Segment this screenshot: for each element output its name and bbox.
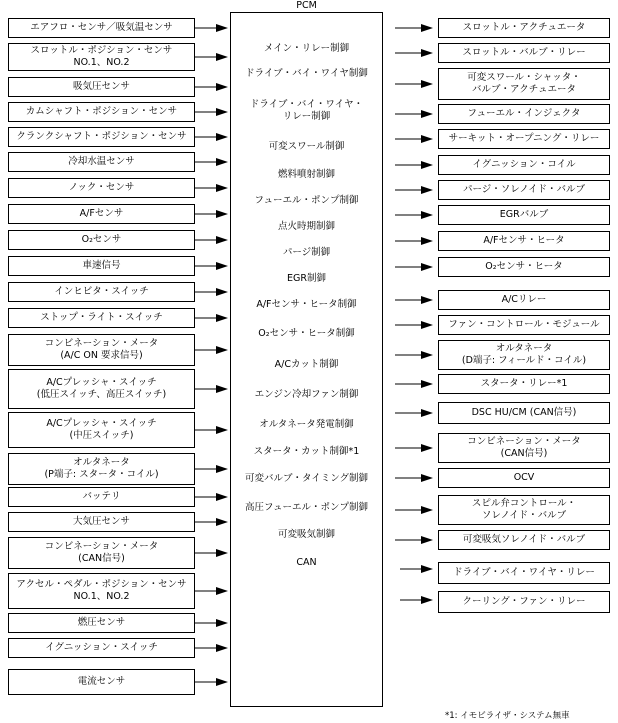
output-box: スロットル・バルブ・リレー [438, 43, 610, 63]
input-arrow-head-21 [216, 644, 228, 652]
pcm-function-label: A/Cカット制御 [274, 359, 339, 370]
pcm-function-label: 高圧フューエル・ポンプ制御 [244, 502, 369, 513]
output-arrow-head-4 [421, 135, 433, 143]
output-arrow-head-12 [421, 351, 433, 359]
input-box: O₂センサ [8, 230, 195, 250]
input-arrow-head-4 [216, 133, 228, 141]
output-box: クーリング・ファン・リレー [438, 591, 610, 613]
input-box: カムシャフト・ポジション・センサ [8, 102, 195, 122]
output-box: スタータ・リレー*1 [438, 374, 610, 394]
input-box: イグニッション・スイッチ [8, 638, 195, 658]
pcm-function-label: エンジン冷却ファン制御 [254, 389, 359, 400]
output-box: スピル弁コントロール・ ソレノイド・バルブ [438, 495, 610, 525]
output-arrow-head-13 [421, 380, 433, 388]
output-arrow-head-6 [421, 186, 433, 194]
input-box: 大気圧センサ [8, 512, 195, 532]
output-box: O₂センサ・ヒータ [438, 257, 610, 277]
output-box: スロットル・アクチュエータ [438, 18, 610, 38]
input-box: コンビネーション・メータ (CAN信号) [8, 537, 195, 569]
pcm-function-label: 燃料噴射制御 [277, 169, 335, 180]
pcm-function-label: ドライブ・バイ・ワイヤ制御 [245, 68, 368, 79]
input-arrow-head-14 [216, 426, 228, 434]
output-box: 可変スワール・シャッタ・ バルブ・アクチュエータ [438, 68, 610, 100]
output-box: オルタネータ (D端子: フィールド・コイル) [438, 340, 610, 370]
output-box: A/Fセンサ・ヒータ [438, 231, 610, 251]
input-arrow-head-20 [216, 619, 228, 627]
output-arrow-head-8 [421, 237, 433, 245]
pcm-function-label: 可変スワール制御 [268, 141, 345, 152]
input-arrow-head-22 [216, 678, 228, 686]
output-arrow-head-20 [421, 596, 433, 604]
output-box: DSC HU/CM (CAN信号) [438, 402, 610, 424]
output-arrow-head-10 [421, 296, 433, 304]
input-arrow-head-19 [216, 587, 228, 595]
input-box: オルタネータ (P端子: スタータ・コイル) [8, 453, 195, 485]
pcm-function-label: ドライブ・バイ・ワイヤ・ リレー制御 [249, 99, 364, 122]
input-box: ストップ・ライト・スイッチ [8, 308, 195, 328]
output-arrow-head-17 [421, 506, 433, 514]
output-arrow-head-3 [421, 110, 433, 118]
pcm-function-label: フューエル・ポンプ制御 [254, 195, 359, 206]
pcm-function-label: パージ制御 [282, 247, 331, 258]
input-arrow-head-11 [216, 314, 228, 322]
output-arrow-head-16 [421, 474, 433, 482]
output-box: 可変吸気ソレノイド・バルブ [438, 530, 610, 550]
input-box: 吸気圧センサ [8, 77, 195, 97]
input-box: A/Fセンサ [8, 204, 195, 224]
input-arrow-head-16 [216, 493, 228, 501]
input-box: バッテリ [8, 487, 195, 507]
footnote: *1: イモビライザ・システム無車 [445, 711, 570, 721]
pcm-function-label: 可変吸気制御 [277, 529, 335, 540]
input-arrow-head-5 [216, 158, 228, 166]
input-arrow-head-10 [216, 288, 228, 296]
pcm-function-label: オルタネータ発電制御 [259, 419, 354, 430]
output-arrow-head-19 [421, 565, 433, 573]
input-arrow-head-18 [216, 549, 228, 557]
input-arrow-head-3 [216, 108, 228, 116]
input-box: A/Cプレッシャ・スイッチ (低圧スイッチ、高圧スイッチ) [8, 369, 195, 409]
output-arrow-head-2 [421, 80, 433, 88]
input-box: A/Cプレッシャ・スイッチ (中圧スイッチ) [8, 412, 195, 448]
output-box: EGRバルブ [438, 205, 610, 225]
input-arrow-head-6 [216, 184, 228, 192]
output-box: OCV [438, 468, 610, 488]
pcm-function-label: 点火時期制御 [277, 221, 335, 232]
output-arrow-head-9 [421, 263, 433, 271]
input-arrow-head-7 [216, 210, 228, 218]
input-arrow-head-13 [216, 385, 228, 393]
pcm-function-label: O₂センサ・ヒータ制御 [258, 328, 355, 339]
pcm-function-label: CAN [296, 557, 317, 568]
input-arrow-head-17 [216, 518, 228, 526]
pcm-title: PCM [296, 0, 317, 11]
pcm-function-label: A/Fセンサ・ヒータ制御 [256, 299, 357, 310]
output-arrow-head-7 [421, 211, 433, 219]
output-arrow-head-15 [421, 444, 433, 452]
output-box: ファン・コントロール・モジュール [438, 315, 610, 335]
output-box: パージ・ソレノイド・バルブ [438, 180, 610, 200]
input-box: 電流センサ [8, 669, 195, 695]
input-arrow-head-0 [216, 24, 228, 32]
pcm-function-label: 可変バルブ・タイミング制御 [244, 473, 369, 484]
input-box: 車速信号 [8, 256, 195, 276]
input-box: クランクシャフト・ポジション・センサ [8, 127, 195, 147]
input-arrow-head-2 [216, 83, 228, 91]
output-arrow-head-14 [421, 409, 433, 417]
input-box: インヒビタ・スイッチ [8, 282, 195, 302]
input-arrow-head-9 [216, 262, 228, 270]
pcm-function-label: メイン・リレー制御 [263, 43, 350, 54]
output-arrow-head-11 [421, 321, 433, 329]
input-box: アクセル・ペダル・ポジション・センサ NO.1、NO.2 [8, 573, 195, 609]
output-box: コンビネーション・メータ (CAN信号) [438, 433, 610, 463]
input-arrow-head-8 [216, 236, 228, 244]
input-arrow-head-15 [216, 465, 228, 473]
output-arrow-head-0 [421, 24, 433, 32]
output-box: A/Cリレー [438, 290, 610, 310]
input-box: 燃圧センサ [8, 613, 195, 633]
input-box: コンビネーション・メータ (A/C ON 要求信号) [8, 334, 195, 366]
pcm-function-label: スタータ・カット制御*1 [253, 446, 360, 457]
output-box: ドライブ・バイ・ワイヤ・リレー [438, 562, 610, 584]
output-arrow-head-1 [421, 49, 433, 57]
input-box: スロットル・ポジション・センサ NO.1、NO.2 [8, 43, 195, 71]
input-box: エアフロ・センサ／吸気温センサ [8, 18, 195, 38]
output-arrow-head-18 [421, 536, 433, 544]
input-box: ノック・センサ [8, 178, 195, 198]
output-box: フューエル・インジェクタ [438, 104, 610, 124]
pcm-function-label: EGR制御 [287, 273, 326, 284]
output-box: サーキット・オープニング・リレー [438, 129, 610, 149]
pcm-block [230, 12, 383, 707]
output-box: イグニッション・コイル [438, 155, 610, 175]
output-arrow-head-5 [421, 161, 433, 169]
input-arrow-head-1 [216, 53, 228, 61]
input-box: 冷却水温センサ [8, 152, 195, 172]
input-arrow-head-12 [216, 346, 228, 354]
